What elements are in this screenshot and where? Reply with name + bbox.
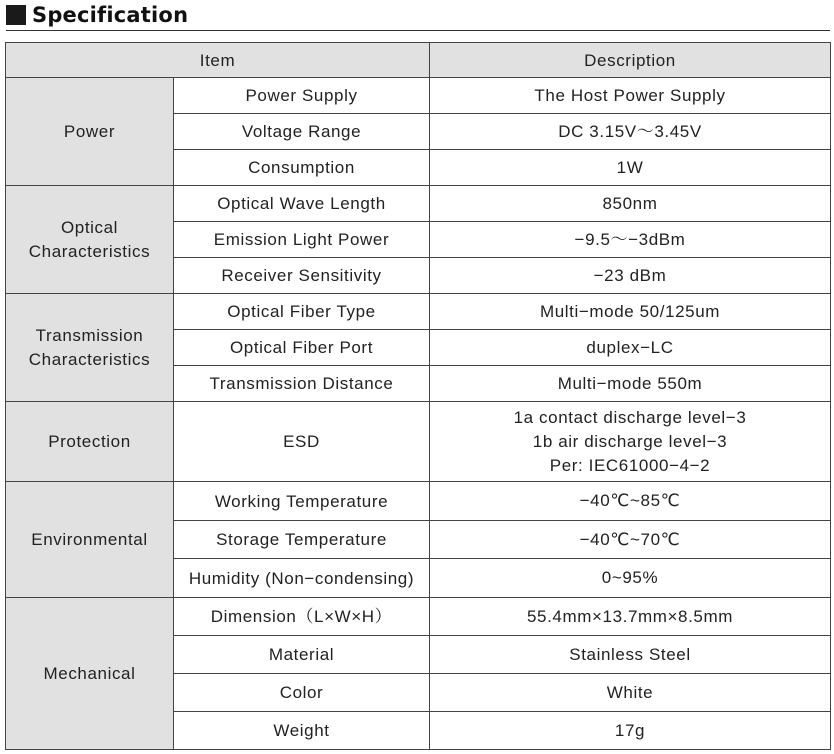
category-label: Mechanical	[43, 663, 136, 683]
header-divider	[6, 30, 830, 31]
description-line: 55.4mm×13.7mm×8.5mm	[526, 606, 734, 626]
category-cell	[6, 294, 174, 402]
description-line: 850nm	[602, 193, 658, 213]
table-body	[6, 78, 831, 750]
description-line: 1W	[616, 157, 644, 177]
item-cell: Humidity (Non−condensing)	[174, 559, 430, 598]
item-cell: Power Supply	[174, 78, 430, 114]
description-line: 0~95%	[601, 568, 659, 587]
item-cell: Color	[174, 674, 430, 712]
description-line: 17g	[614, 720, 646, 740]
description-line: White	[606, 682, 654, 702]
description-cell	[430, 78, 831, 114]
category-label: Transmission	[35, 325, 144, 345]
category-cell	[6, 598, 174, 750]
description-line: 1a contact discharge level−3	[513, 407, 747, 427]
table-row	[6, 78, 831, 114]
category-cell	[6, 78, 174, 186]
category-label: Optical	[60, 217, 119, 237]
item-cell: Voltage Range	[174, 114, 430, 150]
table-header-row	[6, 43, 831, 78]
description-cell	[430, 258, 831, 294]
description-line: The Host Power Supply	[534, 85, 726, 105]
description-cell	[430, 222, 831, 258]
header-square-icon	[6, 5, 26, 25]
description-cell	[430, 598, 831, 636]
item-cell: Optical Fiber Port	[174, 330, 430, 366]
description-line: Multi−mode 550m	[557, 373, 703, 393]
item-cell: Transmission Distance	[174, 366, 430, 402]
description-cell	[430, 521, 831, 559]
description-cell	[430, 482, 831, 521]
table-row	[6, 402, 831, 482]
category-cell	[6, 402, 174, 482]
specification-table	[5, 42, 831, 750]
category-label: Protection	[48, 431, 131, 451]
description-line: −9.5～−3dBm	[574, 229, 686, 249]
description-cell	[430, 559, 831, 598]
description-line: −40℃~85℃	[579, 491, 681, 510]
item-cell: Material	[174, 636, 430, 674]
category-label: Characteristics	[28, 241, 151, 261]
column-header-description: Description	[430, 43, 831, 78]
description-cell	[430, 366, 831, 402]
description-cell	[430, 712, 831, 750]
table-row	[6, 598, 831, 636]
description-line: 1b air discharge level−3	[532, 431, 728, 451]
item-cell: Consumption	[174, 150, 430, 186]
description-line: −40℃~70℃	[579, 529, 681, 549]
item-cell: Working Temperature	[174, 482, 430, 521]
item-cell: Dimension（L×W×H）	[174, 598, 430, 636]
category-label: Environmental	[31, 529, 148, 549]
description-line: Multi−mode 50/125um	[539, 301, 721, 321]
description-line: −23 dBm	[593, 265, 667, 285]
page-title: Specification	[32, 3, 189, 27]
item-cell: Receiver Sensitivity	[174, 258, 430, 294]
item-cell: Optical Wave Length	[174, 186, 430, 222]
description-line: DC 3.15V～3.45V	[558, 121, 702, 141]
item-cell: Emission Light Power	[174, 222, 430, 258]
description-cell	[430, 186, 831, 222]
description-cell	[430, 114, 831, 150]
table-row	[6, 294, 831, 330]
category-label: Power	[63, 121, 116, 141]
item-cell: Storage Temperature	[174, 521, 430, 559]
table-row	[6, 482, 831, 521]
item-cell: Weight	[174, 712, 430, 750]
description-cell	[430, 636, 831, 674]
description-cell	[430, 402, 831, 482]
description-line: duplex−LC	[586, 337, 674, 357]
description-line: Stainless Steel	[569, 644, 691, 664]
description-cell	[430, 150, 831, 186]
item-cell: Optical Fiber Type	[174, 294, 430, 330]
category-cell	[6, 482, 174, 598]
section-header	[6, 2, 188, 28]
description-cell	[430, 674, 831, 712]
description-cell	[430, 294, 831, 330]
column-header-item: Item	[6, 43, 430, 78]
item-cell: ESD	[174, 402, 430, 482]
table-row	[6, 186, 831, 222]
description-cell	[430, 330, 831, 366]
category-label: Characteristics	[28, 349, 151, 369]
description-line: Per: IEC61000−4−2	[549, 455, 711, 475]
category-cell	[6, 186, 174, 294]
